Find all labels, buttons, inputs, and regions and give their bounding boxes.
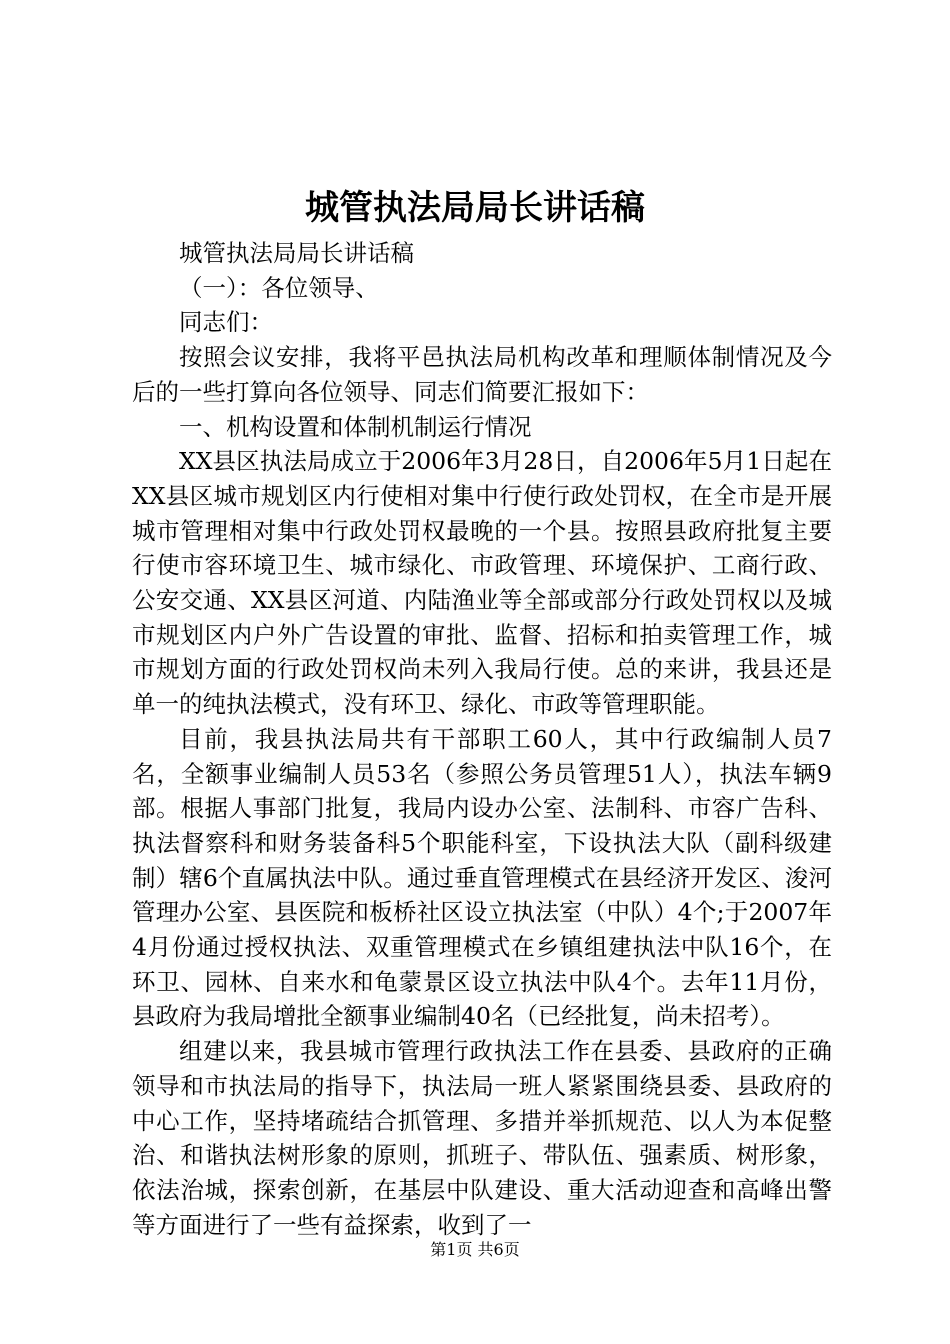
document-body bbox=[132, 236, 832, 1242]
paragraph: 同志们： bbox=[179, 308, 273, 337]
paragraph: 组建以来，我县城市管理行政执法工作在县委、县政府的正确领导和市执法局的指导下，执法局一班人紧紧围绕县委、县政府的中心工作，坚持堵疏结合抓管理、多措并举抓规范、以人为本促整治、和谐执法树形象的原则，抓班子、带队伍、强素质、树形象，依法治城，探索创新，在基层中队建设、重大活动迎查和高峰出警等方面进行了一些有益探索，收到了一 bbox=[132, 1037, 832, 1239]
paragraph: XX县区执法局成立于2006年3月28日，自2006年5月1日起在XX县区城市规划区内行使相对集中行使行政处罚权，在全市是开展城市管理相对集中行政处罚权最晚的一个县。按照县政府批复主要行使市容环境卫生、城市绿化、市政管理、环境保护、工商行政、公安交通、XX县区河道、内陆渔业等全部或部分行政处罚权以及城市规划区内户外广告设置的审批、监督、招标和拍卖管理工作，城市规划方面的行政处罚权尚未列入我局行使。总的来讲，我县还是单一的纯执法模式，没有环卫、绿化、市政等管理职能。 bbox=[132, 447, 832, 719]
paragraph: 目前，我县执法局共有干部职工60人，其中行政编制人员7名，全额事业编制人员53名（参照公务员管理51人），执法车辆9部。根据人事部门批复，我局内设办公室、法制科、市容广告科、执法督察科和财务装备科5个职能科室，下设执法大队（副科级建制）辖6个直属执法中队。通过垂直管理模式在县经济开发区、浚河管理办公室、县医院和板桥社区设立执法室（中队）4个;于2007年4月份通过授权执法、双重管理模式在乡镇组建执法中队16个，在环卫、园林、自来水和龟蒙景区设立执法中队4个。去年11月份，县政府为我局增批全额事业编制40名（已经批复，尚未招考）。 bbox=[132, 724, 832, 1031]
paragraph: 一、机构设置和体制机制运行情况 bbox=[179, 412, 532, 441]
paragraph: 城管执法局局长讲话稿 bbox=[179, 239, 414, 267]
document-title: 城管执法局局长讲话稿 bbox=[305, 188, 645, 228]
paragraph: （一）：各位领导、 bbox=[179, 273, 379, 302]
page-footer: 第1页 共6页 bbox=[430, 1240, 520, 1259]
paragraph: 按照会议安排，我将平邑执法局机构改革和理顺体制情况及今后的一些打算向各位领导、同志们简要汇报如下： bbox=[132, 343, 832, 406]
